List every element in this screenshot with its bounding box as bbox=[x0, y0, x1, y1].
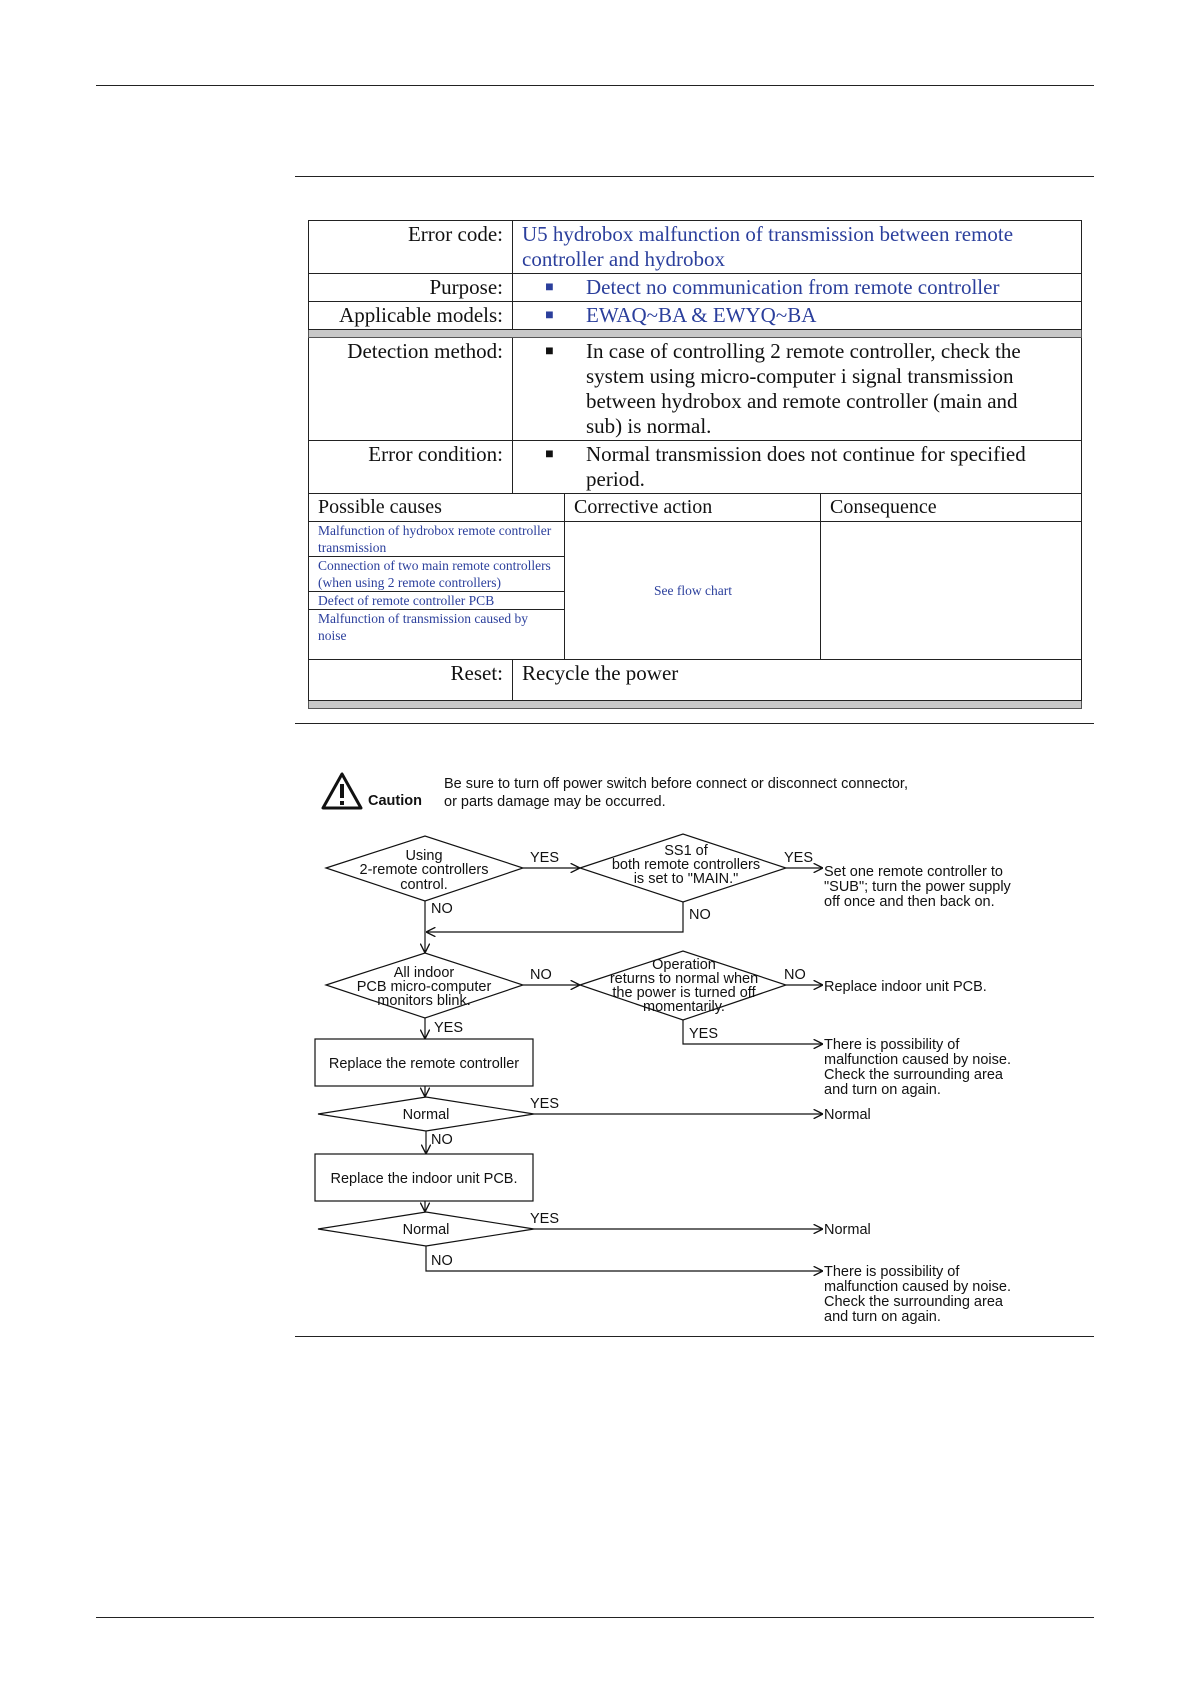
result-1-text-2: "SUB"; turn the power supply bbox=[824, 879, 1011, 895]
noise-2-text-1: There is possibility of bbox=[824, 1264, 960, 1280]
d2-text-3: is set to "MAIN." bbox=[633, 871, 739, 887]
col-causes-header: Possible causes bbox=[309, 494, 565, 522]
noise-1-text-2: malfunction caused by noise. bbox=[824, 1052, 1011, 1068]
bullet-icon: ■ bbox=[545, 308, 554, 323]
d3-text-2: PCB micro-computer bbox=[356, 979, 492, 995]
noise-1-text-1: There is possibility of bbox=[824, 1037, 960, 1053]
noise-2-text-2: malfunction caused by noise. bbox=[824, 1279, 1011, 1295]
bullet-icon: ■ bbox=[545, 280, 554, 295]
normal-2-text: Normal bbox=[402, 1222, 450, 1238]
box-2-text: Replace the indoor unit PCB. bbox=[330, 1171, 518, 1187]
noise-1-text-4: and turn on again. bbox=[824, 1082, 941, 1098]
detection-value: In case of controlling 2 remote controller, check the system using micro-computer i signal transmission between hydrobox and remote controller (main and sub) is normal. bbox=[586, 339, 1021, 438]
d4-text-3: the power is turned off bbox=[612, 985, 756, 1001]
result-2-text: Replace indoor unit PCB. bbox=[824, 979, 987, 995]
caution-text-line-1: Be sure to turn off power switch before connect or disconnect connector, bbox=[444, 776, 908, 792]
label-no-normal-2: NO bbox=[431, 1253, 453, 1269]
label-no-d2: NO bbox=[689, 907, 711, 923]
label-yes-normal-2: YES bbox=[530, 1211, 560, 1227]
label-yes-d4: YES bbox=[689, 1026, 719, 1042]
d1-text-1: Using bbox=[405, 848, 443, 864]
arrow-d2-no bbox=[427, 902, 683, 932]
arrow-normal2-no bbox=[426, 1246, 822, 1271]
reset-value: Recycle the power bbox=[513, 660, 1082, 701]
caution-text-line-2: or parts damage may be occurred. bbox=[444, 794, 666, 810]
models-value: EWAQ~BA & EWYQ~BA bbox=[586, 303, 817, 327]
cause-item: Connection of two main remote controllers (when using 2 remote controllers) bbox=[309, 557, 564, 592]
d4-text-2: returns to normal when bbox=[609, 971, 759, 987]
models-label: Applicable models: bbox=[309, 302, 513, 330]
label-yes-normal-1: YES bbox=[530, 1096, 560, 1112]
label-no-d4: NO bbox=[784, 967, 806, 983]
error-code-value: U5 hydrobox malfunction of transmission between remote controller and hydrobox bbox=[513, 221, 1082, 274]
col-consequence-header: Consequence bbox=[821, 494, 1082, 522]
bullet-icon: ■ bbox=[545, 447, 554, 462]
d2-text-2: both remote controllers bbox=[611, 857, 761, 873]
bullet-icon: ■ bbox=[545, 344, 554, 359]
cause-item: Malfunction of transmission caused by noise bbox=[318, 611, 528, 643]
d2-text-1: SS1 of bbox=[664, 843, 708, 859]
d1-text-3: control. bbox=[400, 877, 448, 893]
label-yes-d3: YES bbox=[434, 1020, 464, 1036]
corrective-action-value: See flow chart bbox=[565, 522, 821, 660]
condition-value: Normal transmission does not continue for specified period. bbox=[586, 442, 1026, 491]
purpose-value: Detect no communication from remote controller bbox=[586, 275, 1000, 299]
label-no-d1: NO bbox=[431, 901, 453, 917]
cause-item: Malfunction of hydrobox remote controller transmission bbox=[309, 522, 564, 557]
result-1-text-1: Set one remote controller to bbox=[824, 864, 1003, 880]
normal-result-1: Normal bbox=[824, 1107, 871, 1123]
d4-text-4: momentarily. bbox=[643, 999, 725, 1015]
noise-1-text-3: Check the surrounding area bbox=[824, 1067, 1003, 1083]
caution-warning-icon bbox=[323, 774, 361, 808]
label-yes-d1: YES bbox=[530, 850, 560, 866]
caution-label: Caution bbox=[368, 793, 422, 809]
detection-label: Detection method: bbox=[309, 338, 513, 441]
noise-2-text-4: and turn on again. bbox=[824, 1309, 941, 1325]
result-1-text-3: off once and then back on. bbox=[824, 894, 995, 910]
box-1-text: Replace the remote controller bbox=[328, 1056, 520, 1072]
condition-label: Error condition: bbox=[309, 441, 513, 494]
purpose-label: Purpose: bbox=[309, 274, 513, 302]
error-code-label: Error code: bbox=[309, 221, 513, 274]
reset-label: Reset: bbox=[309, 660, 513, 701]
label-yes-d2: YES bbox=[784, 850, 814, 866]
d3-text-1: All indoor bbox=[393, 965, 455, 981]
normal-1-text: Normal bbox=[402, 1107, 450, 1123]
label-no-d3: NO bbox=[530, 967, 552, 983]
d1-text-2: 2-remote controllers bbox=[359, 862, 489, 878]
noise-2-text-3: Check the surrounding area bbox=[824, 1294, 1003, 1310]
d3-text-3: monitors blink. bbox=[377, 993, 471, 1009]
label-no-normal-1: NO bbox=[431, 1132, 453, 1148]
col-action-header: Corrective action bbox=[565, 494, 821, 522]
cause-item: Defect of remote controller PCB bbox=[309, 592, 564, 610]
normal-result-2: Normal bbox=[824, 1222, 871, 1238]
d4-text-1: Operation bbox=[652, 957, 716, 973]
